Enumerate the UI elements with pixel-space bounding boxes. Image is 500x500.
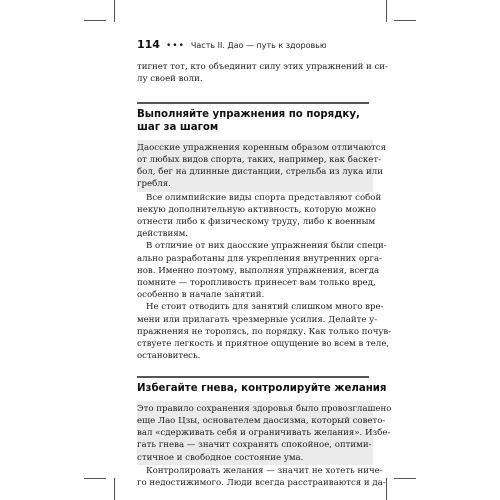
text-line: особенно в начале занятий. [137,290,265,301]
text-line: В отличие от них даосские упражнения были специ- [146,241,387,252]
paragraph [137,301,392,362]
crop-mark [386,478,387,500]
book-page [137,38,392,489]
text-line: лу своей воли. [137,74,203,85]
text-line: стичное и свободное состояние ума. [137,452,304,463]
text-line: вал «сдерживать себя и ограничивать желания». Избе- [137,428,391,439]
text-line: некую дополнительную активность, которую можно [137,204,377,215]
text-line: нов. Именно поэтому, выполняя упражнения, всегда [137,265,380,276]
shaded-paragraph [137,140,387,192]
crop-mark [114,478,115,500]
paragraph [137,192,382,241]
crop-mark [114,0,115,22]
text-line: пражнения не торопясь, по порядку. Как только почув- [137,326,392,337]
text-line: го недостижимого. Люди всегда расстраиваются и да- [137,478,386,489]
text-line: Не стоит отводить для занятий слишком много вре- [146,302,384,313]
intro-paragraph [137,61,388,85]
text-line: гать гнева — значит сохранять спокойное, оптими- [137,440,372,451]
section-rule [137,102,369,103]
running-header [137,38,369,54]
text-line: ствуете легкость и приятное ощущение во всем в теле, [137,339,390,350]
shaded-paragraph [137,401,392,465]
section-heading [137,108,369,134]
crop-mark [84,478,106,479]
text-line: Контролировать желания — значит не хотеть ниче- [146,465,383,476]
text-line: Даосские упражнения коренным образом отличаются [137,142,387,153]
text-line: отнести либо к физическому труду, либо к военным [137,217,376,228]
paragraph [137,465,386,489]
heading-line: Избегайте гнева, контролируйте желания [137,382,387,394]
text-line: действиям. [137,229,189,240]
crop-mark [84,20,106,21]
crop-mark [394,20,416,21]
heading-line: Выполняйте упражнения по порядку, [137,108,360,120]
text-line: остановитесь. [137,351,201,362]
text-line: Все олимпийские виды спорта представляют собой [146,192,382,203]
section-heading [137,382,387,395]
header-dots: ••• [165,41,185,51]
text-line: ально разработаны для укрепления внутренних орга- [137,253,383,264]
paragraph [137,240,387,301]
text-line: еще Лао Цзы, основателем даосизма, который совето- [137,416,386,427]
crop-mark [394,478,416,479]
text-line: помните — торопливость принесет вам только вред, [137,278,376,289]
text-line: мени или прилагать чрезмерные усилия. Делайте у- [137,314,378,325]
chapter-title: Часть II. Дао — путь к здоровью [190,41,327,50]
page-number: 114 [137,38,160,51]
text-line: от любых видов спорта, таких, например, как баскет- [137,155,382,165]
section-rule [137,376,369,377]
text-line: бол, бег на длинные дистанции, стрельба из лука или [137,167,383,178]
text-line: тигнет тот, кто объединит силу этих упражнений и си- [137,62,388,72]
crop-mark [386,0,387,22]
text-line: Это правило сохранения здоровья было провозглашено [137,403,392,414]
text-line: гребля. [137,179,171,190]
heading-line: шаг за шагом [137,121,219,133]
